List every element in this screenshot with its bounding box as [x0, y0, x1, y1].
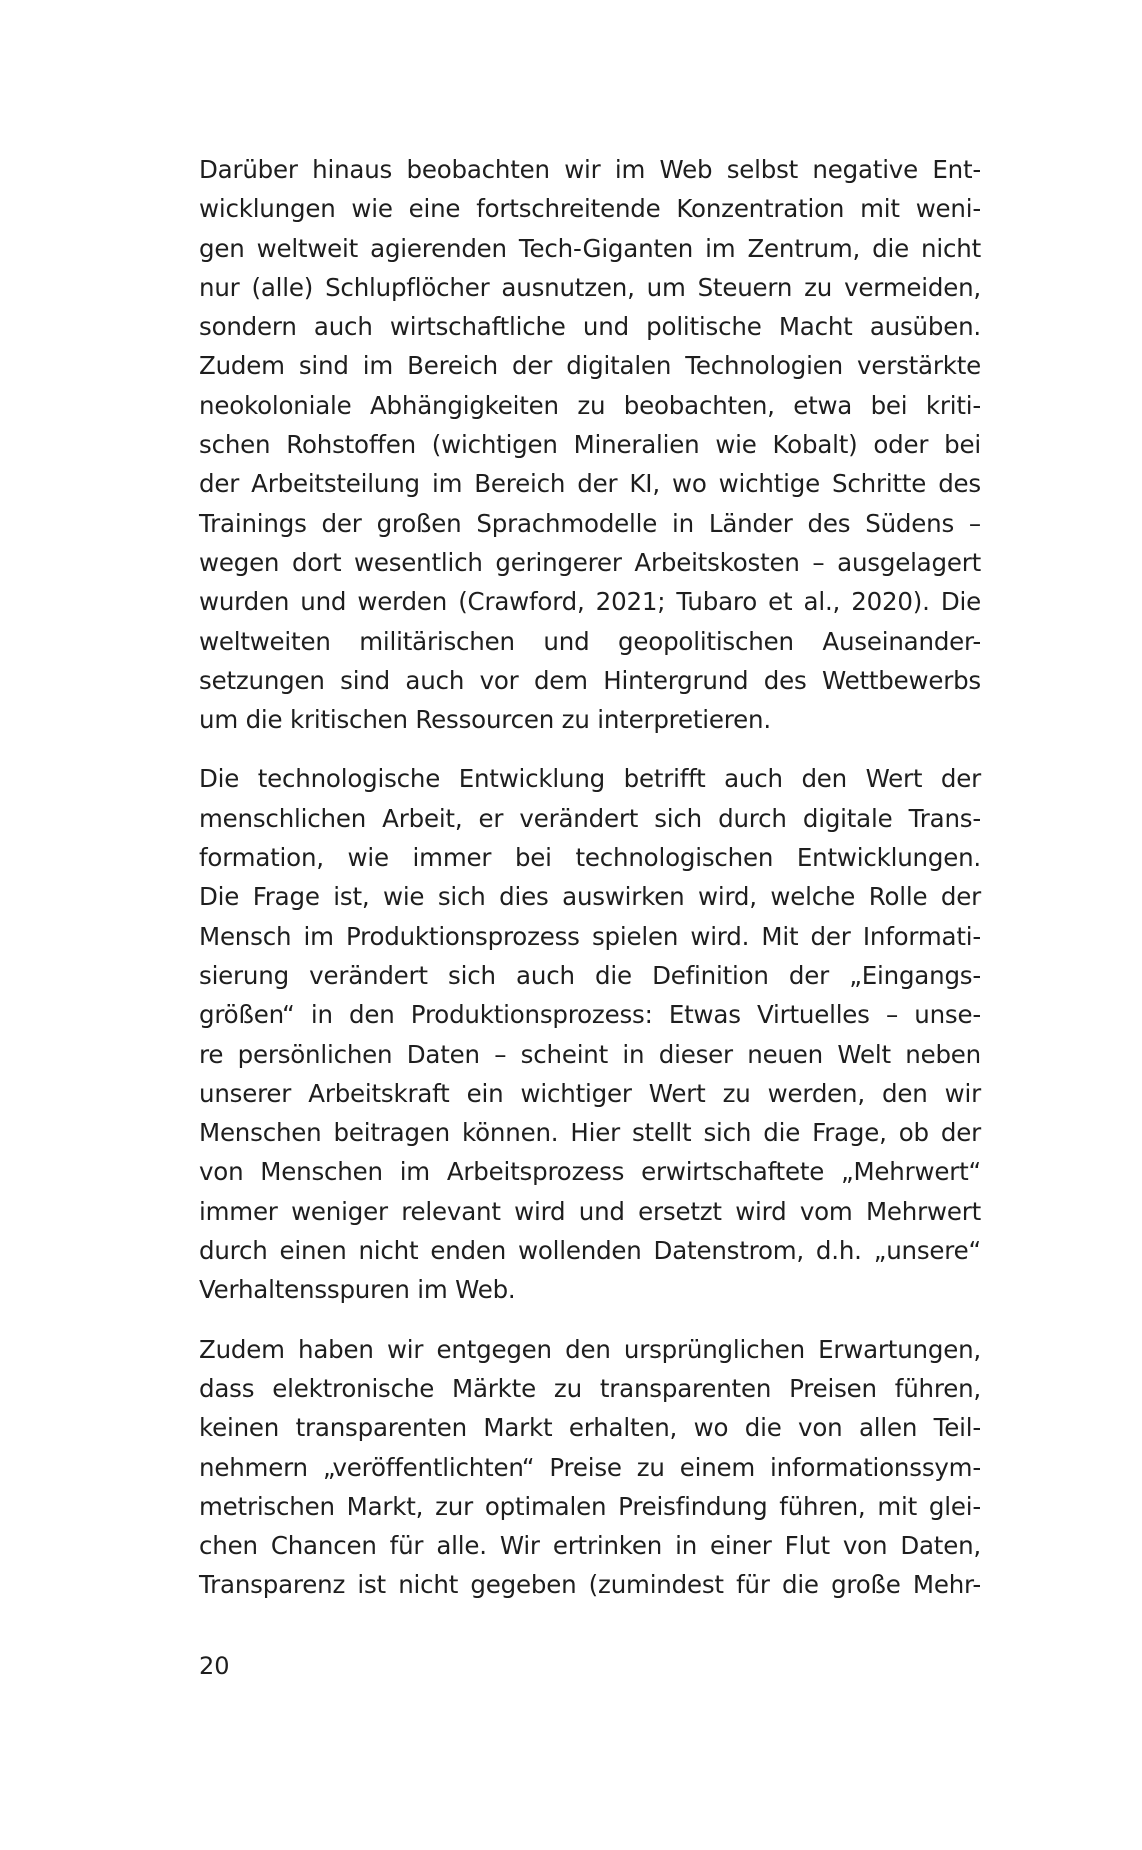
text-line: sierung verändert sich auch die Definition der „Eingangs- — [199, 960, 981, 990]
text-line: menschlichen Arbeit, er verändert sich durch digitale Trans- — [199, 803, 981, 833]
text-line: weltweiten militärischen und geopolitischen Auseinander- — [199, 626, 981, 656]
text-line: Die Frage ist, wie sich dies auswirken wird, welche Rolle der — [199, 882, 981, 912]
text-line: unserer Arbeitskraft ein wichtiger Wert zu werden, den wir — [199, 1078, 981, 1108]
text-line: um die kritischen Ressourcen zu interpretieren. — [199, 705, 771, 735]
text-line: Darüber hinaus beobachten wir im Web selbst negative Ent- — [199, 155, 981, 184]
body-text — [199, 150, 981, 1625]
page-number: 20 — [199, 1652, 230, 1680]
text-line: schen Rohstoffen (wichtigen Mineralien wie Kobalt) oder bei — [199, 430, 981, 460]
text-line: nur (alle) Schlupflöcher ausnutzen, um Steuern zu vermeiden, — [199, 272, 981, 302]
text-line: Menschen beitragen können. Hier stellt sich die Frage, ob der — [199, 1118, 981, 1148]
text-line: formation, wie immer bei technologischen Entwicklungen. — [199, 843, 981, 873]
text-line: wurden und werden (Crawford, 2021; Tubaro et al., 2020). Die — [199, 587, 981, 617]
text-line: gen weltweit agierenden Tech-Giganten im Zentrum, die nicht — [199, 233, 981, 263]
text-line: wicklungen wie eine fortschreitende Konzentration mit weni- — [199, 194, 981, 224]
text-line: Zudem sind im Bereich der digitalen Technologien verstärkte — [199, 351, 981, 381]
text-line: chen Chancen für alle. Wir ertrinken in einer Flut von Daten, — [199, 1531, 981, 1561]
text-line: neokoloniale Abhängigkeiten zu beobachten, etwa bei kriti- — [199, 390, 981, 420]
text-line: re persönlichen Daten – scheint in dieser neuen Welt neben — [199, 1039, 981, 1069]
text-line: Die technologische Entwicklung betrifft auch den Wert der — [199, 764, 981, 794]
text-line: dass elektronische Märkte zu transparenten Preisen führen, — [199, 1373, 981, 1403]
text-line: sondern auch wirtschaftliche und politische Macht ausüben. — [199, 312, 981, 342]
text-line: wegen dort wesentlich geringerer Arbeitskosten – ausgelagert — [199, 547, 981, 577]
text-line: Trainings der großen Sprachmodelle in Länder des Südens – — [199, 508, 981, 538]
text-line: nehmern „veröffentlichten“ Preise zu einem informationssym- — [199, 1452, 981, 1482]
text-line: Verhaltensspuren im Web. — [199, 1275, 516, 1305]
text-line: keinen transparenten Markt erhalten, wo die von allen Teil- — [199, 1413, 981, 1443]
text-line: Transparenz ist nicht gegeben (zumindest für die große Mehr- — [199, 1570, 981, 1600]
text-line: immer weniger relevant wird und ersetzt wird vom Mehrwert — [199, 1196, 981, 1226]
paragraph — [199, 1330, 981, 1605]
text-line: Mensch im Produktionsprozess spielen wird. Mit der Informati- — [199, 921, 981, 951]
text-line: durch einen nicht enden wollenden Datenstrom, d.h. „unsere“ — [199, 1236, 981, 1266]
text-line: von Menschen im Arbeitsprozess erwirtschaftete „Mehrwert“ — [199, 1157, 981, 1187]
text-line: setzungen sind auch vor dem Hintergrund des Wettbewerbs — [199, 665, 981, 695]
text-line: größen“ in den Produktionsprozess: Etwas Virtuelles – unse- — [199, 1000, 981, 1030]
text-line: der Arbeitsteilung im Bereich der KI, wo wichtige Schritte des — [199, 469, 981, 499]
text-line: Zudem haben wir entgegen den ursprünglichen Erwartungen, — [199, 1334, 981, 1364]
text-line: metrischen Markt, zur optimalen Preisfindung führen, mit glei- — [199, 1491, 981, 1521]
paragraph — [199, 150, 981, 739]
paragraph — [199, 759, 981, 1309]
